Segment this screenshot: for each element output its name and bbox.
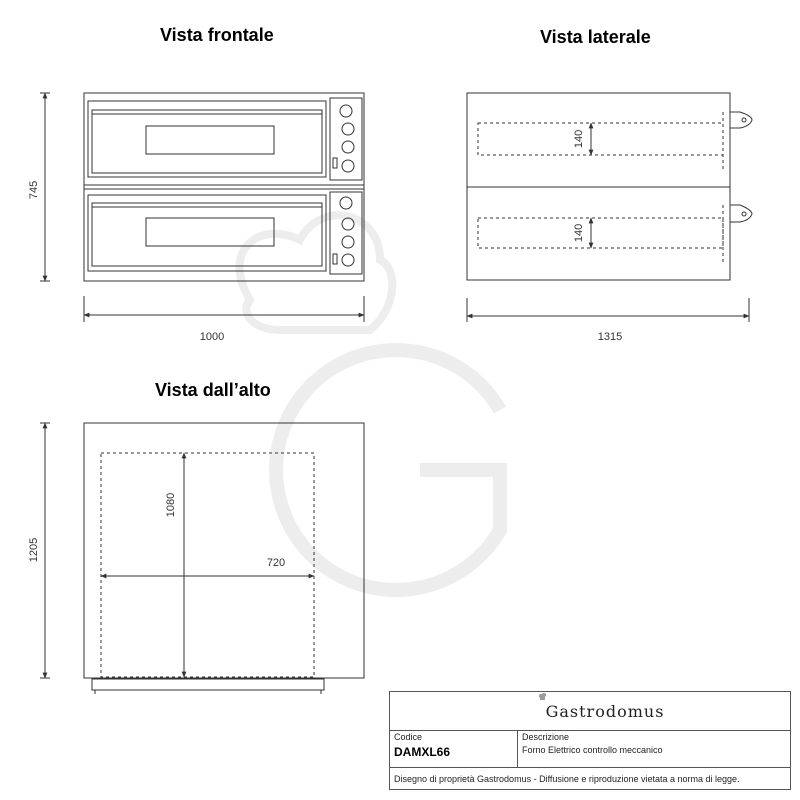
top-body: [84, 423, 364, 678]
front-height-dim: 745: [28, 180, 40, 200]
descrizione-label: Descrizione: [522, 732, 570, 742]
top-depth-dim: 1205: [28, 537, 40, 563]
brand-logo: [546, 702, 665, 721]
side-view: [467, 93, 752, 322]
top-inner-depth-dim: 1080: [165, 492, 177, 518]
title-block: [389, 691, 791, 790]
side-lower-chamber-dim: 140: [573, 223, 585, 243]
codice-cell: [390, 730, 518, 768]
front-view-title: Vista frontale: [160, 25, 274, 45]
side-view-title: Vista laterale: [540, 27, 651, 47]
lower-control-panel: [330, 192, 362, 274]
codice-label: Codice: [394, 732, 423, 742]
lower-chamber: [478, 218, 723, 248]
watermark-logo: [240, 215, 500, 590]
front-view: [40, 93, 364, 322]
upper-control-panel: [330, 98, 362, 180]
top-view-title: Vista dall’alto: [155, 380, 271, 400]
side-width-dim: 1315: [597, 331, 623, 343]
top-handle: [92, 679, 324, 690]
upper-chamber: [478, 123, 723, 155]
codice-value: DAMXL66: [394, 745, 451, 759]
front-width-dim: 1000: [199, 331, 225, 343]
descrizione-cell: [518, 730, 790, 768]
side-upper-chamber-dim: 140: [573, 129, 585, 149]
chef-hat-icon: [538, 692, 548, 702]
brand-name: Gastrodomus: [545, 701, 665, 721]
copyright-notice: Disegno di proprietà Gastrodomus - Diffusione e riproduzione vietata a norma di legge.: [394, 774, 740, 784]
top-inner-width-dim: 720: [266, 557, 286, 569]
upper-bracket: [730, 112, 752, 128]
descrizione-value: Forno Elettrico controllo meccanico: [522, 745, 663, 755]
upper-oven-door: [88, 101, 326, 177]
title-block-logo-row: [390, 692, 790, 731]
lower-bracket: [730, 205, 752, 222]
